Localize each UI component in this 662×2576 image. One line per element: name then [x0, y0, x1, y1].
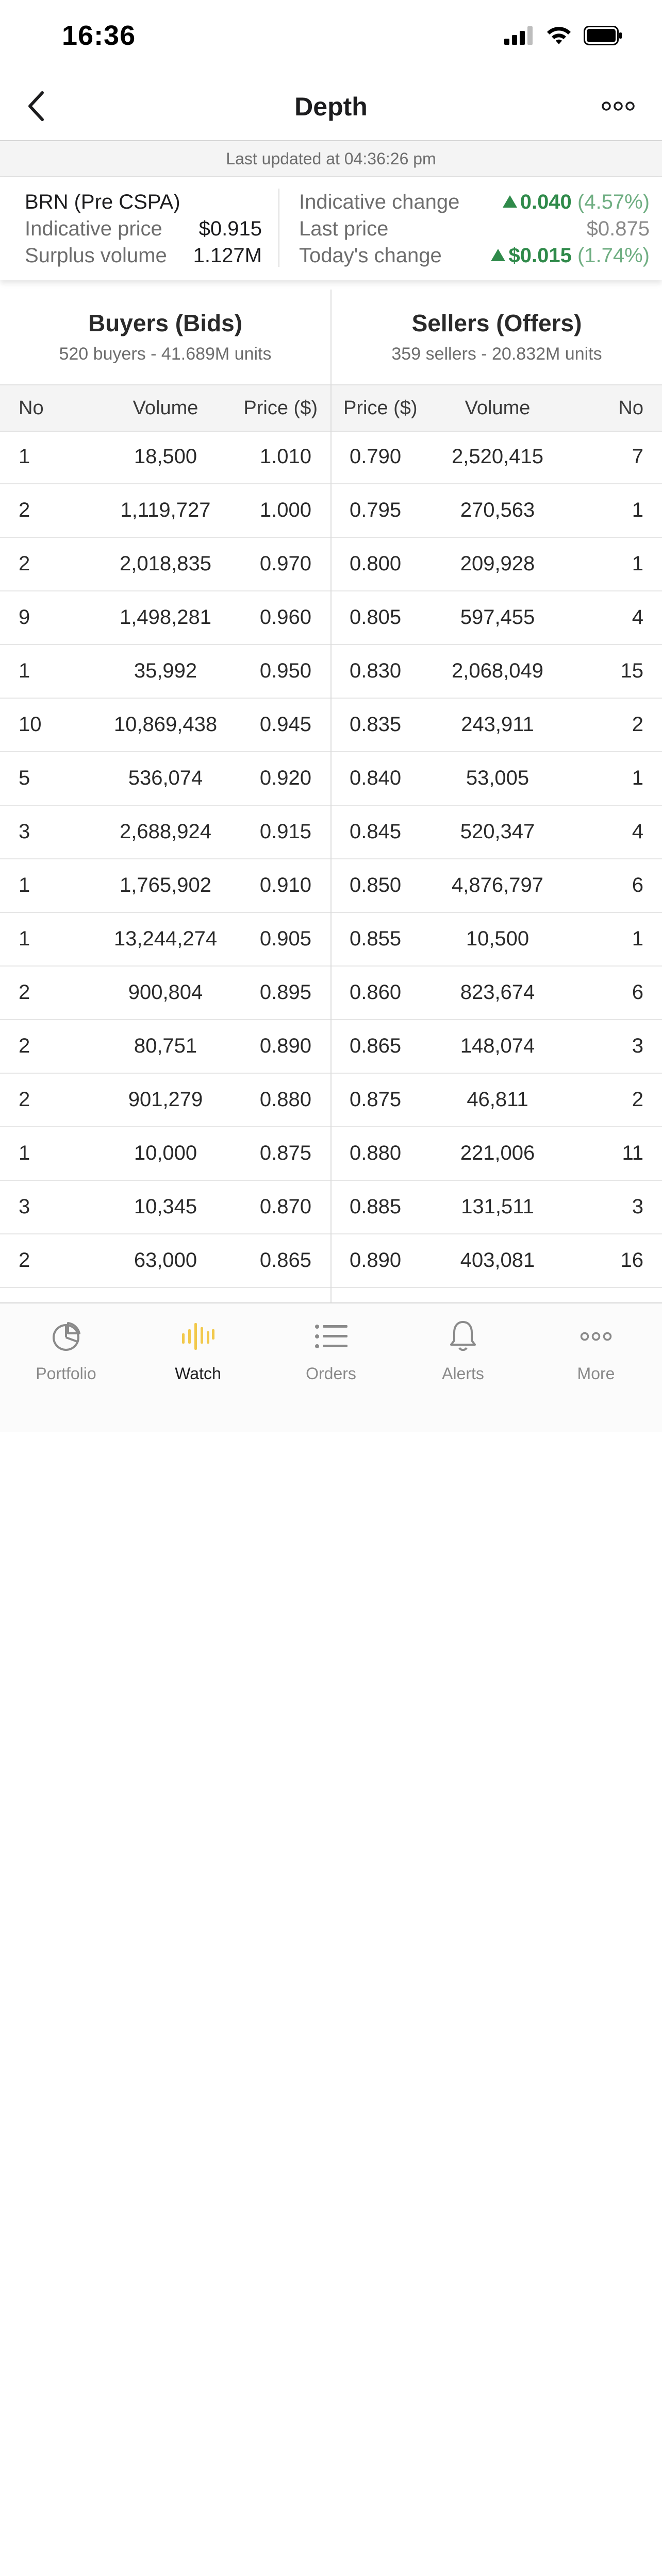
offer-volume-cell: 520,347 — [460, 820, 535, 843]
status-icons — [504, 26, 623, 48]
more-options-button[interactable] — [595, 91, 641, 122]
column-bid-volume: Volume — [133, 397, 198, 419]
offer-price-cell: 0.885 — [350, 1195, 402, 1218]
bid-count-cell: 5 — [19, 767, 30, 789]
last-price-value: $0.875 — [586, 217, 650, 240]
tab-alerts[interactable] — [397, 1318, 529, 1383]
indicative-price-label: Indicative price — [25, 217, 162, 240]
tab-watch[interactable] — [132, 1318, 264, 1383]
offer-price-cell: 0.850 — [350, 874, 402, 896]
offer-count-cell: 4 — [632, 820, 643, 843]
bid-count-cell: 2 — [19, 981, 30, 1004]
tab-label: Alerts — [442, 1364, 484, 1383]
bid-volume-cell: 63,000 — [134, 1249, 197, 1272]
portfolio-pie-icon — [51, 1321, 81, 1352]
offer-price-cell: 0.800 — [350, 552, 402, 575]
offer-volume-cell: 221,006 — [460, 1142, 535, 1164]
bid-price-cell: 0.950 — [259, 659, 311, 682]
buyers-subtitle: 520 buyers - 41.689M units — [59, 344, 272, 364]
summary-divider — [278, 189, 279, 267]
offer-price-cell: 0.830 — [350, 659, 402, 682]
bid-volume-cell: 900,804 — [128, 981, 203, 1004]
tab-orders[interactable] — [265, 1318, 397, 1383]
column-bid-price: Price ($) — [243, 397, 318, 419]
offer-price-cell: 0.805 — [350, 606, 402, 629]
wifi-icon — [545, 26, 572, 48]
tab-label: More — [577, 1364, 615, 1383]
sellers-title: Sellers (Offers) — [411, 310, 582, 336]
offer-volume-cell: 270,563 — [460, 499, 535, 521]
offer-volume-cell: 148,074 — [460, 1035, 535, 1057]
offer-volume-cell: 4,876,797 — [452, 874, 543, 896]
bid-volume-cell: 10,000 — [134, 1142, 197, 1164]
battery-icon — [584, 26, 623, 48]
offer-count-cell: 1 — [632, 767, 643, 789]
offer-count-cell: 6 — [632, 981, 643, 1004]
bid-price-cell: 1.010 — [259, 445, 311, 468]
bid-count-cell: 2 — [19, 499, 30, 521]
bid-price-cell: 0.915 — [259, 820, 311, 843]
bid-volume-cell: 80,751 — [134, 1035, 197, 1057]
offer-volume-cell: 597,455 — [460, 606, 535, 629]
sellers-header — [332, 290, 662, 384]
tab-more[interactable] — [530, 1318, 662, 1383]
bid-count-cell: 2 — [19, 552, 30, 575]
column-offer-no: No — [618, 397, 643, 419]
offer-count-cell: 3 — [632, 1035, 643, 1057]
offer-volume-cell: 823,674 — [460, 981, 535, 1004]
offer-volume-cell: 209,928 — [460, 552, 535, 575]
indicative-change-value: 0.040 (4.57%) — [503, 189, 650, 215]
bid-volume-cell: 901,279 — [128, 1088, 203, 1111]
bid-price-cell: 0.870 — [259, 1195, 311, 1218]
navigation-bar — [0, 72, 662, 141]
bid-price-cell: 0.945 — [259, 713, 311, 736]
offer-volume-cell: 131,511 — [461, 1195, 534, 1218]
tab-label: Watch — [175, 1364, 221, 1383]
center-divider — [330, 290, 332, 1302]
bid-count-cell: 1 — [19, 445, 30, 468]
offer-volume-cell: 2,520,415 — [452, 445, 543, 468]
orders-list-icon — [315, 1324, 347, 1349]
last-updated-text: Last updated at 04:36:26 pm — [0, 141, 662, 177]
todays-change-value: $0.015 (1.74%) — [491, 242, 650, 269]
bid-count-cell: 3 — [19, 1195, 30, 1218]
indicative-change-label: Indicative change — [299, 191, 460, 213]
summary-right — [299, 189, 650, 269]
todays-change-percent: (1.74%) — [577, 244, 650, 267]
up-triangle-icon — [491, 249, 505, 261]
bid-count-cell: 2 — [19, 1035, 30, 1057]
todays-change-label: Today's change — [299, 244, 442, 267]
bell-icon — [449, 1320, 477, 1353]
bid-volume-cell: 1,119,727 — [120, 499, 211, 521]
bid-count-cell: 1 — [19, 659, 30, 682]
bid-count-cell: 2 — [19, 1249, 30, 1272]
bid-volume-cell: 18,500 — [134, 445, 197, 468]
bid-price-cell: 0.895 — [259, 981, 311, 1004]
bid-volume-cell: 10,345 — [134, 1195, 197, 1218]
offer-count-cell: 3 — [632, 1195, 643, 1218]
ellipsis-icon — [580, 1331, 613, 1342]
column-bid-no: No — [19, 397, 44, 419]
bid-volume-cell: 1,498,281 — [120, 606, 211, 629]
offer-price-cell: 0.845 — [350, 820, 402, 843]
bid-volume-cell: 35,992 — [134, 659, 197, 682]
bid-volume-cell: 2,018,835 — [120, 552, 211, 575]
bid-price-cell: 1.000 — [259, 499, 311, 521]
up-triangle-icon — [503, 195, 517, 208]
offer-volume-cell: 403,081 — [460, 1249, 535, 1272]
offer-count-cell: 1 — [632, 499, 643, 521]
bid-count-cell: 2 — [19, 1088, 30, 1111]
bid-price-cell: 0.960 — [259, 606, 311, 629]
bid-volume-cell: 536,074 — [128, 767, 203, 789]
column-offer-volume: Volume — [465, 397, 531, 419]
indicative-price-value: $0.915 — [198, 217, 262, 240]
offer-count-cell: 7 — [632, 445, 643, 468]
bid-count-cell: 1 — [19, 874, 30, 896]
tab-label: Portfolio — [36, 1364, 96, 1383]
offer-volume-cell: 243,911 — [461, 713, 534, 736]
offer-count-cell: 6 — [632, 874, 643, 896]
ellipsis-icon — [601, 101, 635, 111]
offer-volume-cell: 46,811 — [467, 1088, 528, 1111]
security-ticker: BRN (Pre CSPA) — [25, 191, 180, 213]
status-time: 16:36 — [62, 20, 136, 51]
offer-price-cell: 0.835 — [350, 713, 402, 736]
offer-price-cell: 0.875 — [350, 1088, 402, 1111]
buyers-header — [0, 290, 330, 384]
bid-volume-cell: 2,688,924 — [120, 820, 211, 843]
tab-label: Orders — [306, 1364, 356, 1383]
surplus-volume-value: 1.127M — [193, 244, 262, 267]
bid-price-cell: 0.890 — [259, 1035, 311, 1057]
offer-price-cell: 0.790 — [350, 445, 402, 468]
surplus-volume-label: Surplus volume — [25, 244, 167, 267]
offer-price-cell: 0.880 — [350, 1142, 402, 1164]
bid-count-cell: 1 — [19, 1142, 30, 1164]
bid-count-cell: 9 — [19, 606, 30, 629]
offer-price-cell: 0.890 — [350, 1249, 402, 1272]
indicative-change-percent: (4.57%) — [577, 191, 650, 213]
offer-price-cell: 0.860 — [350, 981, 402, 1004]
offer-count-cell: 4 — [632, 606, 643, 629]
page-title: Depth — [294, 92, 368, 121]
bid-price-cell: 0.970 — [259, 552, 311, 575]
bid-price-cell: 0.875 — [259, 1142, 311, 1164]
bid-price-cell: 0.880 — [259, 1088, 311, 1111]
offer-price-cell: 0.865 — [350, 1035, 402, 1057]
offer-count-cell: 16 — [620, 1249, 643, 1272]
tab-bar — [0, 1302, 662, 1432]
offer-price-cell: 0.840 — [350, 767, 402, 789]
column-offer-price: Price ($) — [343, 397, 418, 419]
buyers-title: Buyers (Bids) — [88, 310, 243, 336]
tab-portfolio[interactable] — [0, 1318, 132, 1383]
offer-volume-cell: 10,500 — [466, 927, 529, 950]
bid-price-cell: 0.910 — [259, 874, 311, 896]
bid-count-cell: 3 — [19, 820, 30, 843]
last-price-label: Last price — [299, 217, 389, 240]
sellers-subtitle: 359 sellers - 20.832M units — [391, 344, 602, 364]
offer-count-cell: 11 — [622, 1142, 643, 1164]
offer-price-cell: 0.795 — [350, 499, 402, 521]
bid-price-cell: 0.920 — [259, 767, 311, 789]
offer-count-cell: 2 — [632, 713, 643, 736]
summary-left — [25, 189, 262, 269]
watch-bars-icon — [181, 1322, 215, 1351]
offer-volume-cell: 53,005 — [466, 767, 529, 789]
offer-price-cell: 0.855 — [350, 927, 402, 950]
quote-summary — [0, 177, 662, 280]
status-bar — [0, 0, 662, 72]
offer-count-cell: 15 — [620, 659, 643, 682]
cellular-signal-icon — [504, 26, 534, 47]
offer-count-cell: 1 — [632, 927, 643, 950]
offer-volume-cell: 2,068,049 — [452, 659, 543, 682]
offer-count-cell: 2 — [632, 1088, 643, 1111]
bid-volume-cell: 10,869,438 — [113, 713, 218, 736]
bid-volume-cell: 1,765,902 — [120, 874, 211, 896]
bid-volume-cell: 13,244,274 — [113, 927, 218, 950]
bid-price-cell: 0.905 — [259, 927, 311, 950]
bid-count-cell: 1 — [19, 927, 30, 950]
bid-count-cell: 10 — [19, 713, 42, 736]
bid-price-cell: 0.865 — [259, 1249, 311, 1272]
offer-count-cell: 1 — [632, 552, 643, 575]
